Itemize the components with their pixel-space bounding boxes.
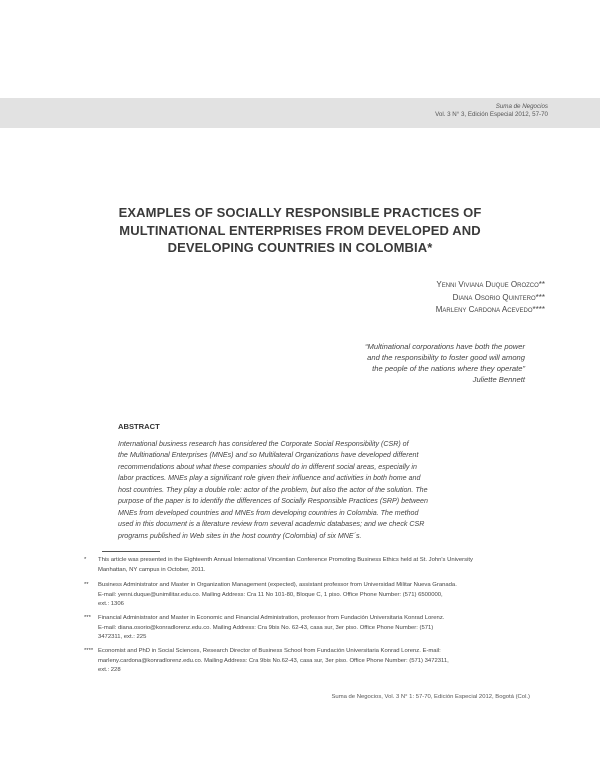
footnote-mark: **** [84,648,94,654]
footnote [84,581,540,610]
title-line: DEVELOPING COUNTRIES IN COLOMBIA* [167,240,433,255]
author-name: Diana Osorio Quintero*** [452,292,545,302]
footnote-line: 3472311, ext.: 225 [98,634,147,640]
footnote-line: marleny.cardona@konradlorenz.edu.co. Mailing Address: Cra 9bis No.62-43, casa sur, 3er piso. Office Phone Number: (571) 3472311, [98,657,449,664]
abstract-line: the Multinational Enterprises (MNEs) and so Multilateral Organizations have developed different [118,451,419,460]
title-line: EXAMPLES OF SOCIALLY RESPONSIBLE PRACTICES OF [118,205,482,220]
footnote [84,556,540,575]
abstract-line: MNEs from developed countries and MNEs from developing countries in Colombia. The method [118,508,419,517]
author-name: Yenni Viviana Duque Orozco** [436,280,545,289]
abstract-heading: ABSTRACT [118,422,160,431]
abstract-line: programs published in Web sites in the host country (Colombia) of six MNE´s. [118,531,362,540]
abstract-line: recommendations about what these companies should do in different social areas, especially in [118,462,417,471]
abstract-line: used in this document is a literature review from several academic databases; and we check CSR [118,520,425,529]
journal-name: Suma de Negocios [495,103,548,110]
footnote-line: This article was presented in the Eighteenth Annual International Vincentian Conference Promoting Business Ethics held at St. John's University [98,557,473,563]
footnote-line: Financial Administrator and Master in Economic and Financial Administration, professor from Fundación Universitaria Konrad Lorenz. [98,615,445,621]
article-title [90,204,510,257]
footnote-line: ext.: 1306 [98,601,124,607]
quote-line: “Multinational corporations have both the power [365,342,525,351]
footnote-mark: * [84,557,87,563]
quote-line: and the responsibility to foster good will among [367,353,525,362]
footnote-mark: ** [84,582,89,588]
footnote-line: Economist and PhD in Social Sciences, Research Director of Business School from Fundación Universitaria Konrad Lorenz. E-mail: [98,648,441,654]
footnote-line: E-mail: diana.osorio@konradlorenz.edu.co. Mailing Address: Cra 9bis No. 62-43, casa sur, 3er piso. Office Phone Number: (571) [98,624,434,631]
author-name: Marleny Cardona Acevedo**** [435,305,545,314]
abstract-line: International business research has considered the Corporate Social Responsibility (CSR) of [118,440,409,448]
footnote-line: Manhattan, NY campus in October, 2011. [98,566,206,573]
abstract-line: labor practices. MNEs play a significant role given their influence and activities in both home and [118,474,421,483]
author-list [436,279,545,317]
footnote-mark: *** [84,615,91,621]
footnote-divider [102,551,160,552]
footnote-line: E-mail: yenni.duque@unimilitar.edu.co. Mailing Address: Cra 11 No 101-80, Bloque C, 1 piso. Office Phone Number: (571) 6500000, [98,591,443,598]
abstract-body [118,439,528,542]
journal-volume: Vol. 3 N° 3, Edición Especial 2012, 57-70 [435,111,548,118]
abstract-line: host countries. They play a double role: actor of the problem, but also the actor of the solution. The [118,485,428,494]
footnote-line: ext.: 228 [98,667,121,673]
footnote-line: Business Administrator and Master in Organization Management (expected), assistant professor from Universidad Militar Nueva Granada. [98,582,457,588]
page-footer-citation: Suma de Negocios, Vol. 3 N° 1: 57-70, Edición Especial 2012, Bogotá (Col.) [331,694,530,700]
epigraph-quote [365,341,525,385]
quote-line: the people of the nations where they operate” [372,364,525,373]
footnote [84,614,540,643]
title-line: MULTINATIONAL ENTERPRISES FROM DEVELOPED AND [119,222,481,238]
journal-info [435,103,548,119]
abstract-line: purpose of the paper is to identify the differences of Socially Responsible Practices (SRP) between [118,497,428,506]
quote-attribution: Juliette Bennett [472,375,525,384]
footnote [84,647,540,676]
